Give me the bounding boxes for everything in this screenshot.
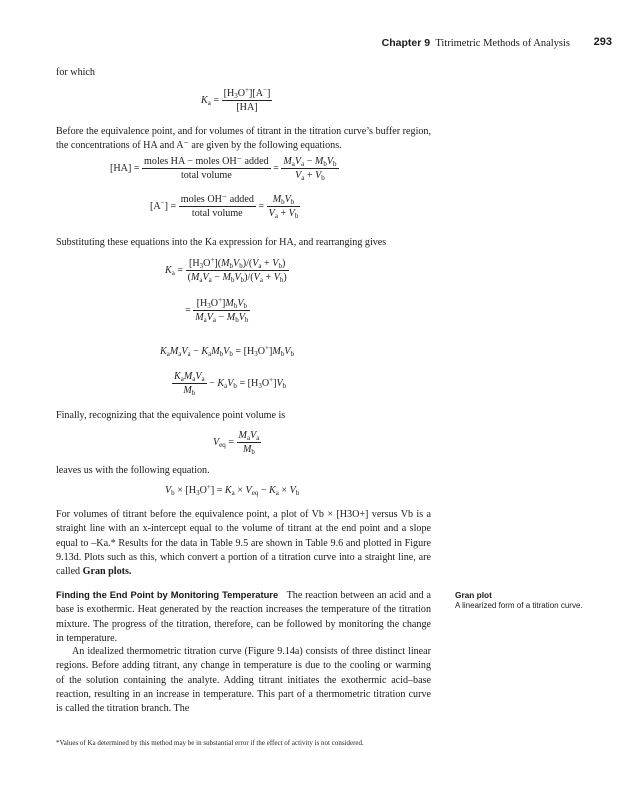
chapter-label: Chapter 9 [381,37,431,49]
para-gran-plots [56,508,431,579]
eq-total-volume-label: total volume [180,170,232,181]
para-leaves: leaves us with the following equation. [56,465,210,476]
para-substituting: Substituting these equations into the Ka expression for HA, and rearranging gives [56,237,387,248]
equation-gran: $V_b \times [H_3O^+] = K_a \times V_{eq} - K_a \times V_b$ [165,483,300,497]
footnote: *Values of Ka determined by this method may be in substantial error if the effect of activity is not considered. [56,739,364,747]
para-before-equivalence: Before the equivalence point, and for volumes of titrant in the titration curve’s buffer region, the concentrations of HA and A⁻ are given by the following equations. [56,126,431,152]
para-gran-plots-text: For volumes of titrant before the equivalence point, a plot of Vb × [H3O+] versus Vb is a straight line with an x-intercept equal to the volume of titrant at the end point and a slope equal to –Ka.* Results for the data in Table 9.5 are shown in Table 9.6 and plotted in Figure 9.13d. Plots such as this, which convert a portion of a titration curve into a straight line, are called [56,509,431,578]
equation-rearranged-2: $\frac{K_aM_aV_a}{M_b}$ − $K_aV_b = [H_3O^+]V_b$ [174,371,287,397]
term-gran-plots: Gran plots. [82,566,132,578]
equation-ka-simplified: = $\frac{[H_3O^+]M_bV_b}{M_aV_a - M_bV_b}$ [185,296,249,324]
para-temperature [56,588,431,646]
para-finally: Finally, recognizing that the equivalence point volume is [56,410,286,421]
eq-moles-oh-label: moles OH⁻ added [180,194,254,205]
chapter-title: Titrimetric Methods of Analysis [435,38,570,49]
eq-total-volume-label-2: total volume [191,208,243,219]
page-number: 293 [593,36,612,48]
equation-ha-concentration: [HA] = $\frac{\text{moles HA − moles OH⁻ added}}{\text{total volume}}$ = $\frac{M_aV_a - M_bV_b}{V_a + V_b}$ [110,156,337,182]
equation-ka-definition: $K_a$ = $\frac{[H_3O^+][A^-]}{[HA]}$ [201,86,271,113]
eq-moles-ha-label: moles HA − moles OH⁻ added [144,156,269,167]
margin-definition: A linearized form of a titration curve. [455,601,583,610]
run-in-heading: Finding the End Point by Monitoring Temperature [56,589,279,600]
equation-ka-substituted: $K_a$ = $\frac{[H_3O^+](M_bV_b)/(V_a + V_b)}{(M_aV_a - M_bV_b)/(V_a + V_b)}$ [165,256,287,284]
para-idealized-curve: An idealized thermometric titration curve (Figure 9.14a) consists of three distinct linear regions. Before adding titrant, any change in temperature is due to the cooling or warming of the solution containing the analyte. Adding titrant initiates the exothermic acid–base reaction, resulting in an increase in temperature. This part of a thermometric titration curve is called the titration branch. The [56,646,431,715]
margin-note [455,590,605,611]
chapter-heading [382,37,570,49]
equation-rearranged-1: $K_aM_aV_a - K_aM_bV_b = [H_3O^+]M_bV_b$ [160,344,294,358]
para-for-which: for which [56,67,95,78]
equation-a-concentration: [A−] = $\frac{\text{moles OH⁻ added}}{\text{total volume}}$ = $\frac{M_bV_b}{V_a + V_b}$ [150,194,299,220]
margin-term: Gran plot [455,590,492,600]
equation-veq: $V_{eq}$ = $\frac{M_aV_a}{M_b}$ [213,430,260,456]
para-temperature-text: The reaction between an acid and a base is exothermic. Heat generated by the reaction increases the temperature of the titration mixture. The progress of the titration, therefore, can be followed by monitoring the change in temperature. [56,590,432,644]
